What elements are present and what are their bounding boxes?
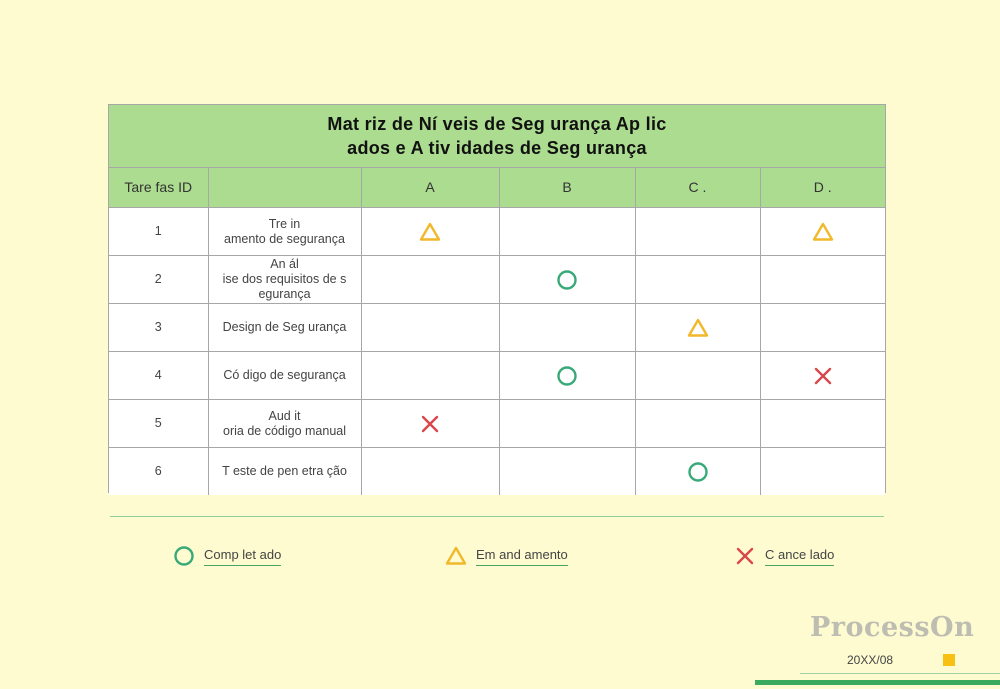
cell-c — [635, 400, 760, 448]
table-row — [109, 304, 885, 352]
triangle-icon — [811, 220, 835, 244]
circle-icon — [555, 268, 579, 292]
task-id: 6 — [109, 448, 208, 496]
cell-b — [499, 352, 635, 400]
footer-line — [800, 673, 1000, 674]
header-c: C . — [635, 168, 760, 208]
matrix-title-line1: Mat riz de Ní veis de Seg urança Ap lic — [327, 114, 667, 134]
task-name: Tre in amento de segurança — [208, 208, 361, 256]
task-name: Design de Seg urança — [208, 304, 361, 352]
cell-c — [635, 256, 760, 304]
cell-d — [760, 352, 885, 400]
circle-icon — [555, 364, 579, 388]
table-row — [109, 448, 885, 496]
task-id: 2 — [109, 256, 208, 304]
task-id: 4 — [109, 352, 208, 400]
brand-logo: ProcessOn — [810, 612, 975, 643]
cell-b — [499, 400, 635, 448]
header-d: D . — [760, 168, 885, 208]
table-row — [109, 256, 885, 304]
triangle-icon — [418, 220, 442, 244]
legend-cancelled-label: C ance lado — [765, 547, 834, 566]
matrix-title — [109, 105, 885, 168]
cell-c — [635, 448, 760, 496]
cell-d — [760, 256, 885, 304]
table-row — [109, 208, 885, 256]
cell-c — [635, 352, 760, 400]
legend-divider — [110, 516, 884, 517]
cell-a — [361, 304, 499, 352]
cross-icon — [418, 412, 442, 436]
header-row — [109, 168, 885, 208]
cell-d — [760, 448, 885, 496]
matrix-title-line2: ados e A tiv idades de Seg urança — [347, 138, 647, 158]
cross-icon — [811, 364, 835, 388]
footer-bar — [755, 680, 1000, 685]
task-name: Aud it oria de código manual — [208, 400, 361, 448]
header-b: B — [499, 168, 635, 208]
cell-b — [499, 208, 635, 256]
task-id: 5 — [109, 400, 208, 448]
cell-b — [499, 304, 635, 352]
circle-icon — [172, 544, 196, 568]
cell-d — [760, 400, 885, 448]
cell-a — [361, 256, 499, 304]
circle-icon — [686, 460, 710, 484]
table-row — [109, 352, 885, 400]
cell-a — [361, 400, 499, 448]
triangle-icon — [686, 316, 710, 340]
table-row — [109, 400, 885, 448]
task-name: An ál ise dos requisitos de s egurança — [208, 256, 361, 304]
footer-date: 20XX/08 — [847, 653, 894, 667]
matrix-table — [109, 168, 885, 495]
cell-d — [760, 208, 885, 256]
cell-b — [499, 448, 635, 496]
header-a: A — [361, 168, 499, 208]
cross-icon — [733, 544, 757, 568]
legend-completed-label: Comp let ado — [204, 547, 281, 566]
cell-b — [499, 256, 635, 304]
accent-square — [943, 654, 955, 666]
cell-a — [361, 208, 499, 256]
cell-d — [760, 304, 885, 352]
task-id: 1 — [109, 208, 208, 256]
cell-a — [361, 448, 499, 496]
task-name: T este de pen etra ção — [208, 448, 361, 496]
header-id: Tare fas ID — [109, 168, 208, 208]
header-task — [208, 168, 361, 208]
task-id: 3 — [109, 304, 208, 352]
cell-c — [635, 304, 760, 352]
security-matrix — [108, 104, 886, 493]
cell-c — [635, 208, 760, 256]
triangle-icon — [444, 544, 468, 568]
legend-in-progress-label: Em and amento — [476, 547, 568, 566]
cell-a — [361, 352, 499, 400]
task-name: Có digo de segurança — [208, 352, 361, 400]
